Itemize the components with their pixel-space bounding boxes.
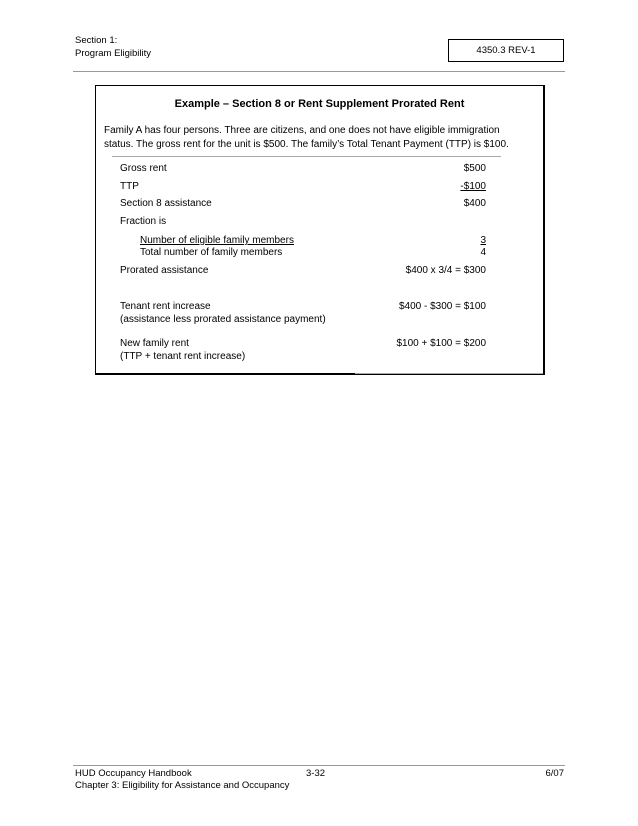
intro-line-2: status. The gross rent for the unit is $500. The family’s Total Tenant Payment (TTP) is $100.: [104, 139, 509, 150]
row-value: -$100: [460, 181, 486, 192]
row-label: Prorated assistance: [120, 265, 209, 276]
row-value: $500: [463, 163, 486, 174]
footer-chapter: Chapter 3: Eligibility for Assistance and Occupancy: [75, 780, 290, 791]
footer-handbook: HUD Occupancy Handbook: [75, 768, 192, 779]
row-new-family-rent: [120, 337, 486, 365]
footer-page-number: 3-32: [306, 768, 326, 779]
footer-left: [75, 768, 289, 792]
example-box: [95, 85, 545, 375]
numerator-label: Number of eligible family members: [140, 235, 294, 246]
section-title: Program Eligibility: [75, 48, 152, 59]
footer-date: 6/07: [545, 768, 564, 779]
row-label: Tenant rent increase: [120, 301, 211, 312]
denominator-label: Total number of family members: [140, 247, 283, 258]
document-number-box: [448, 39, 564, 62]
intro-line-1: Family A has four persons. Three are citizens, and one does not have eligible immigration: [104, 125, 500, 136]
row-label: New family rent: [120, 338, 189, 349]
footer-divider: [73, 765, 565, 766]
header-divider: [73, 71, 565, 72]
row-value: $400: [463, 198, 486, 209]
example-title: Example – Section 8 or Rent Supplement Prorated Rent: [174, 98, 465, 110]
row-label: Section 8 assistance: [120, 198, 212, 209]
section-number: Section 1:: [75, 35, 118, 46]
row-label: TTP: [120, 181, 139, 192]
row-label: Fraction is: [120, 216, 167, 227]
row-tenant-rent-increase: [120, 300, 486, 328]
row-sublabel: (assistance less prorated assistance payment): [120, 314, 326, 325]
table-bottom-rule: [355, 373, 543, 374]
row-value: $400 x 3/4 = $300: [405, 265, 486, 276]
header-section: [75, 34, 151, 60]
row-value: $100 + $100 = $200: [396, 338, 486, 349]
row-label: Gross rent: [120, 163, 167, 174]
numerator-value: 3: [480, 235, 486, 246]
document-number: 4350.3 REV-1: [476, 45, 536, 56]
row-value: $400 - $300 = $100: [398, 301, 486, 312]
table-top-rule: [112, 156, 501, 157]
example-intro: [104, 124, 544, 152]
row-sublabel: (TTP + tenant rent increase): [120, 351, 246, 362]
denominator-value: 4: [480, 247, 486, 258]
